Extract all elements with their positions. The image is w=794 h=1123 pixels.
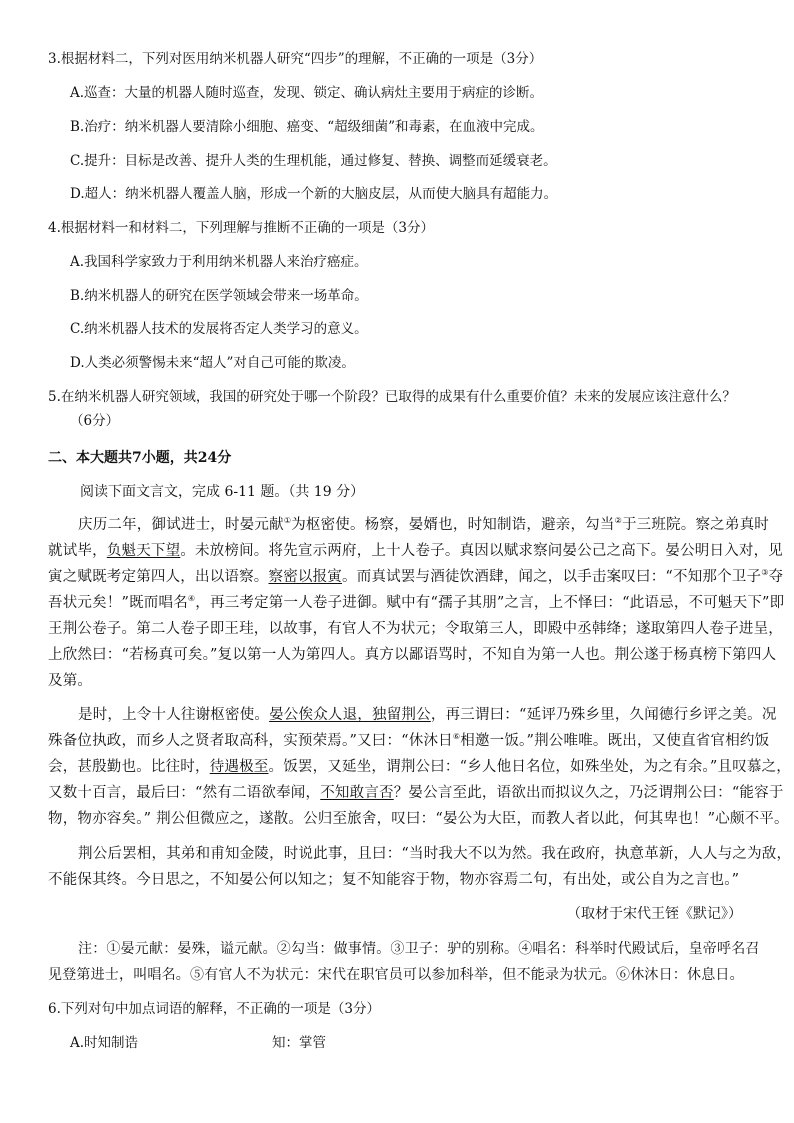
q3-option-b: B.治疗：纳米机器人要清除小细胞、癌变、“超级细菌”和毒素，在血液中完成。 — [70, 119, 544, 135]
q4-option-c: C.纳米机器人技术的发展将否定人类学习的意义。 — [70, 321, 368, 337]
passage-line: 及第。 — [48, 673, 93, 689]
passage-line: 荆公后罢相，其弟和甫知金陵，时说此事，且曰：“当时我大不以为然。我在政府，执意革新，人人与之为敌， — [78, 846, 792, 862]
passage-line: 会，甚殷勤也。比往时，待遇极至。饭罢，又延坐，谓荆公曰：“乡人他日名位，如殊坐处，为之有余。”且叹慕之， — [48, 759, 791, 775]
q3-option-d: D.超人：纳米机器人覆盖人脑，形成一个新的大脑皮层，从而使大脑具有超能力。 — [70, 186, 558, 202]
q6-option-a: A.时知制诰 知：掌管 — [70, 1035, 326, 1051]
underlined-phrase: 察密以报寅 — [268, 569, 342, 585]
q4-option-d: D.人类必须警惕未来“超人”对自己可能的欺凌。 — [70, 355, 355, 371]
passage-line: 殊备位执政，而乡人之贤者取高科，实预荣焉。”又曰：“休沐日⑥相邀一饭。”荆公唯唯。既出，又使直省官相约饭 — [48, 732, 770, 749]
passage-line: 就试毕，负魁天下望。未放榜间。将先宣示两府，上十人卷子。真因以赋求察问晏公己之高下。晏公明日入对，见 — [48, 543, 784, 559]
passage-line: 上欣然曰：“若杨真可矣。”复以第一人为第四人。真方以鄙语骂时，不知自为第一人也。荆公遂于杨真榜下第四人 — [48, 647, 777, 663]
q4-option-b: B.纳米机器人的研究在医学领域会带来一场革命。 — [70, 288, 368, 304]
passage-line: 又数十百言，最后曰：“然有二语欲奉闻，不知敢言否？晏公言至此，语欲出而拟议久之，乃泛谓荆公曰：“能容于 — [48, 785, 784, 801]
q4-stem: 4.根据材料一和材料二，下列理解与推断不正确的一项是（3分） — [48, 220, 434, 236]
notes-line: 见登第进士，叫唱名。⑤有官人不为状元：宋代在职官员可以参加科举，但不能录为状元。⑥休沐日：休息日。 — [48, 967, 744, 983]
q6-stem: 6.下列对句中加点词语的解释，不正确的一项是（3分） — [48, 1001, 380, 1017]
passage-line: 不能保其终。今日思之，不知晏公何以知之；复不知能容于物，物亦容焉二句，有出处，或公自为之言也。” — [48, 872, 740, 888]
passage-line: 是时，上令十人往谢枢密使。晏公俟众人退，独留荆公，再三谓曰：“延评乃殊乡里，久闻德行乡评之美。况 — [78, 707, 777, 723]
q3-stem: 3.根据材料二，下列对医用纳米机器人研究“四步”的理解，不正确的一项是（3分） — [48, 51, 543, 67]
passage-source: （取材于宋代王铚《默记》） — [567, 906, 742, 922]
passage-line: 庆历二年，御试进士，时晏元献①为枢密使。杨察，晏婿也，时知制诰，避亲，勾当②于三班院。察之弟真时 — [78, 516, 769, 533]
section-heading: 二、本大题共7小题，共24分 — [48, 450, 232, 466]
q5-stem: 5.在纳米机器人研究领域，我国的研究处于哪一个阶段？已取得的成果有什么重要价值？未来的发展应该注意什么？ — [48, 389, 736, 405]
passage-line: 寅之赋既考定第四人，出以语察。察密以报寅。而真试罢与酒徒饮酒肆，闻之，以手击案叹曰：“不知那个卫子③夺 — [48, 568, 784, 585]
section-intro: 阅读下面文言文，完成 6-11 题。（共 19 分） — [80, 484, 365, 500]
q3-option-a: A.巡查：大量的机器人随时巡查，发现、锁定、确认病灶主要用于病症的诊断。 — [70, 85, 544, 101]
passage-line: 王荆公卷子。第二人卷子即王珪，以故事，有官人不为状元；令取第三人，即殿中丞韩绛；遂取第四人卷子进呈， — [48, 621, 783, 637]
underlined-phrase: 负魁天下望 — [106, 543, 181, 559]
passage-line: 物，物亦容矣。” 荆公但微应之，遂散。公归至旅舍，叹曰：“晏公为大臣，而教人者以此，何其卑也！”心颇不平。 — [48, 811, 789, 827]
q4-option-a: A.我国科学家致力于利用纳米机器人来治疗癌症。 — [70, 254, 368, 270]
notes-line: 注：①晏元献：晏殊，谥元献。②勾当：做事情。③卫子：驴的别称。④唱名：科举时代殿试后，皇帝呼名召 — [78, 941, 760, 957]
q6-option-a-gloss: 知：掌管 — [272, 1035, 326, 1051]
q5-points: （6分） — [70, 413, 120, 429]
underlined-phrase: 晏公俟众人退，独留荆公 — [269, 707, 431, 723]
underlined-phrase: 不知敢言否 — [320, 785, 394, 801]
passage-line: 吾状元矣！”既而唱名④，再三考定第一人卷子进御。赋中有“孺子其朋”之言，上不怿曰：“此语忌，不可魁天下”即 — [48, 594, 785, 611]
underlined-phrase: 待遇极至 — [209, 759, 269, 775]
q3-option-c: C.提升：目标是改善、提升人类的生理机能，通过修复、替换、调整而延缓衰老。 — [70, 153, 557, 169]
